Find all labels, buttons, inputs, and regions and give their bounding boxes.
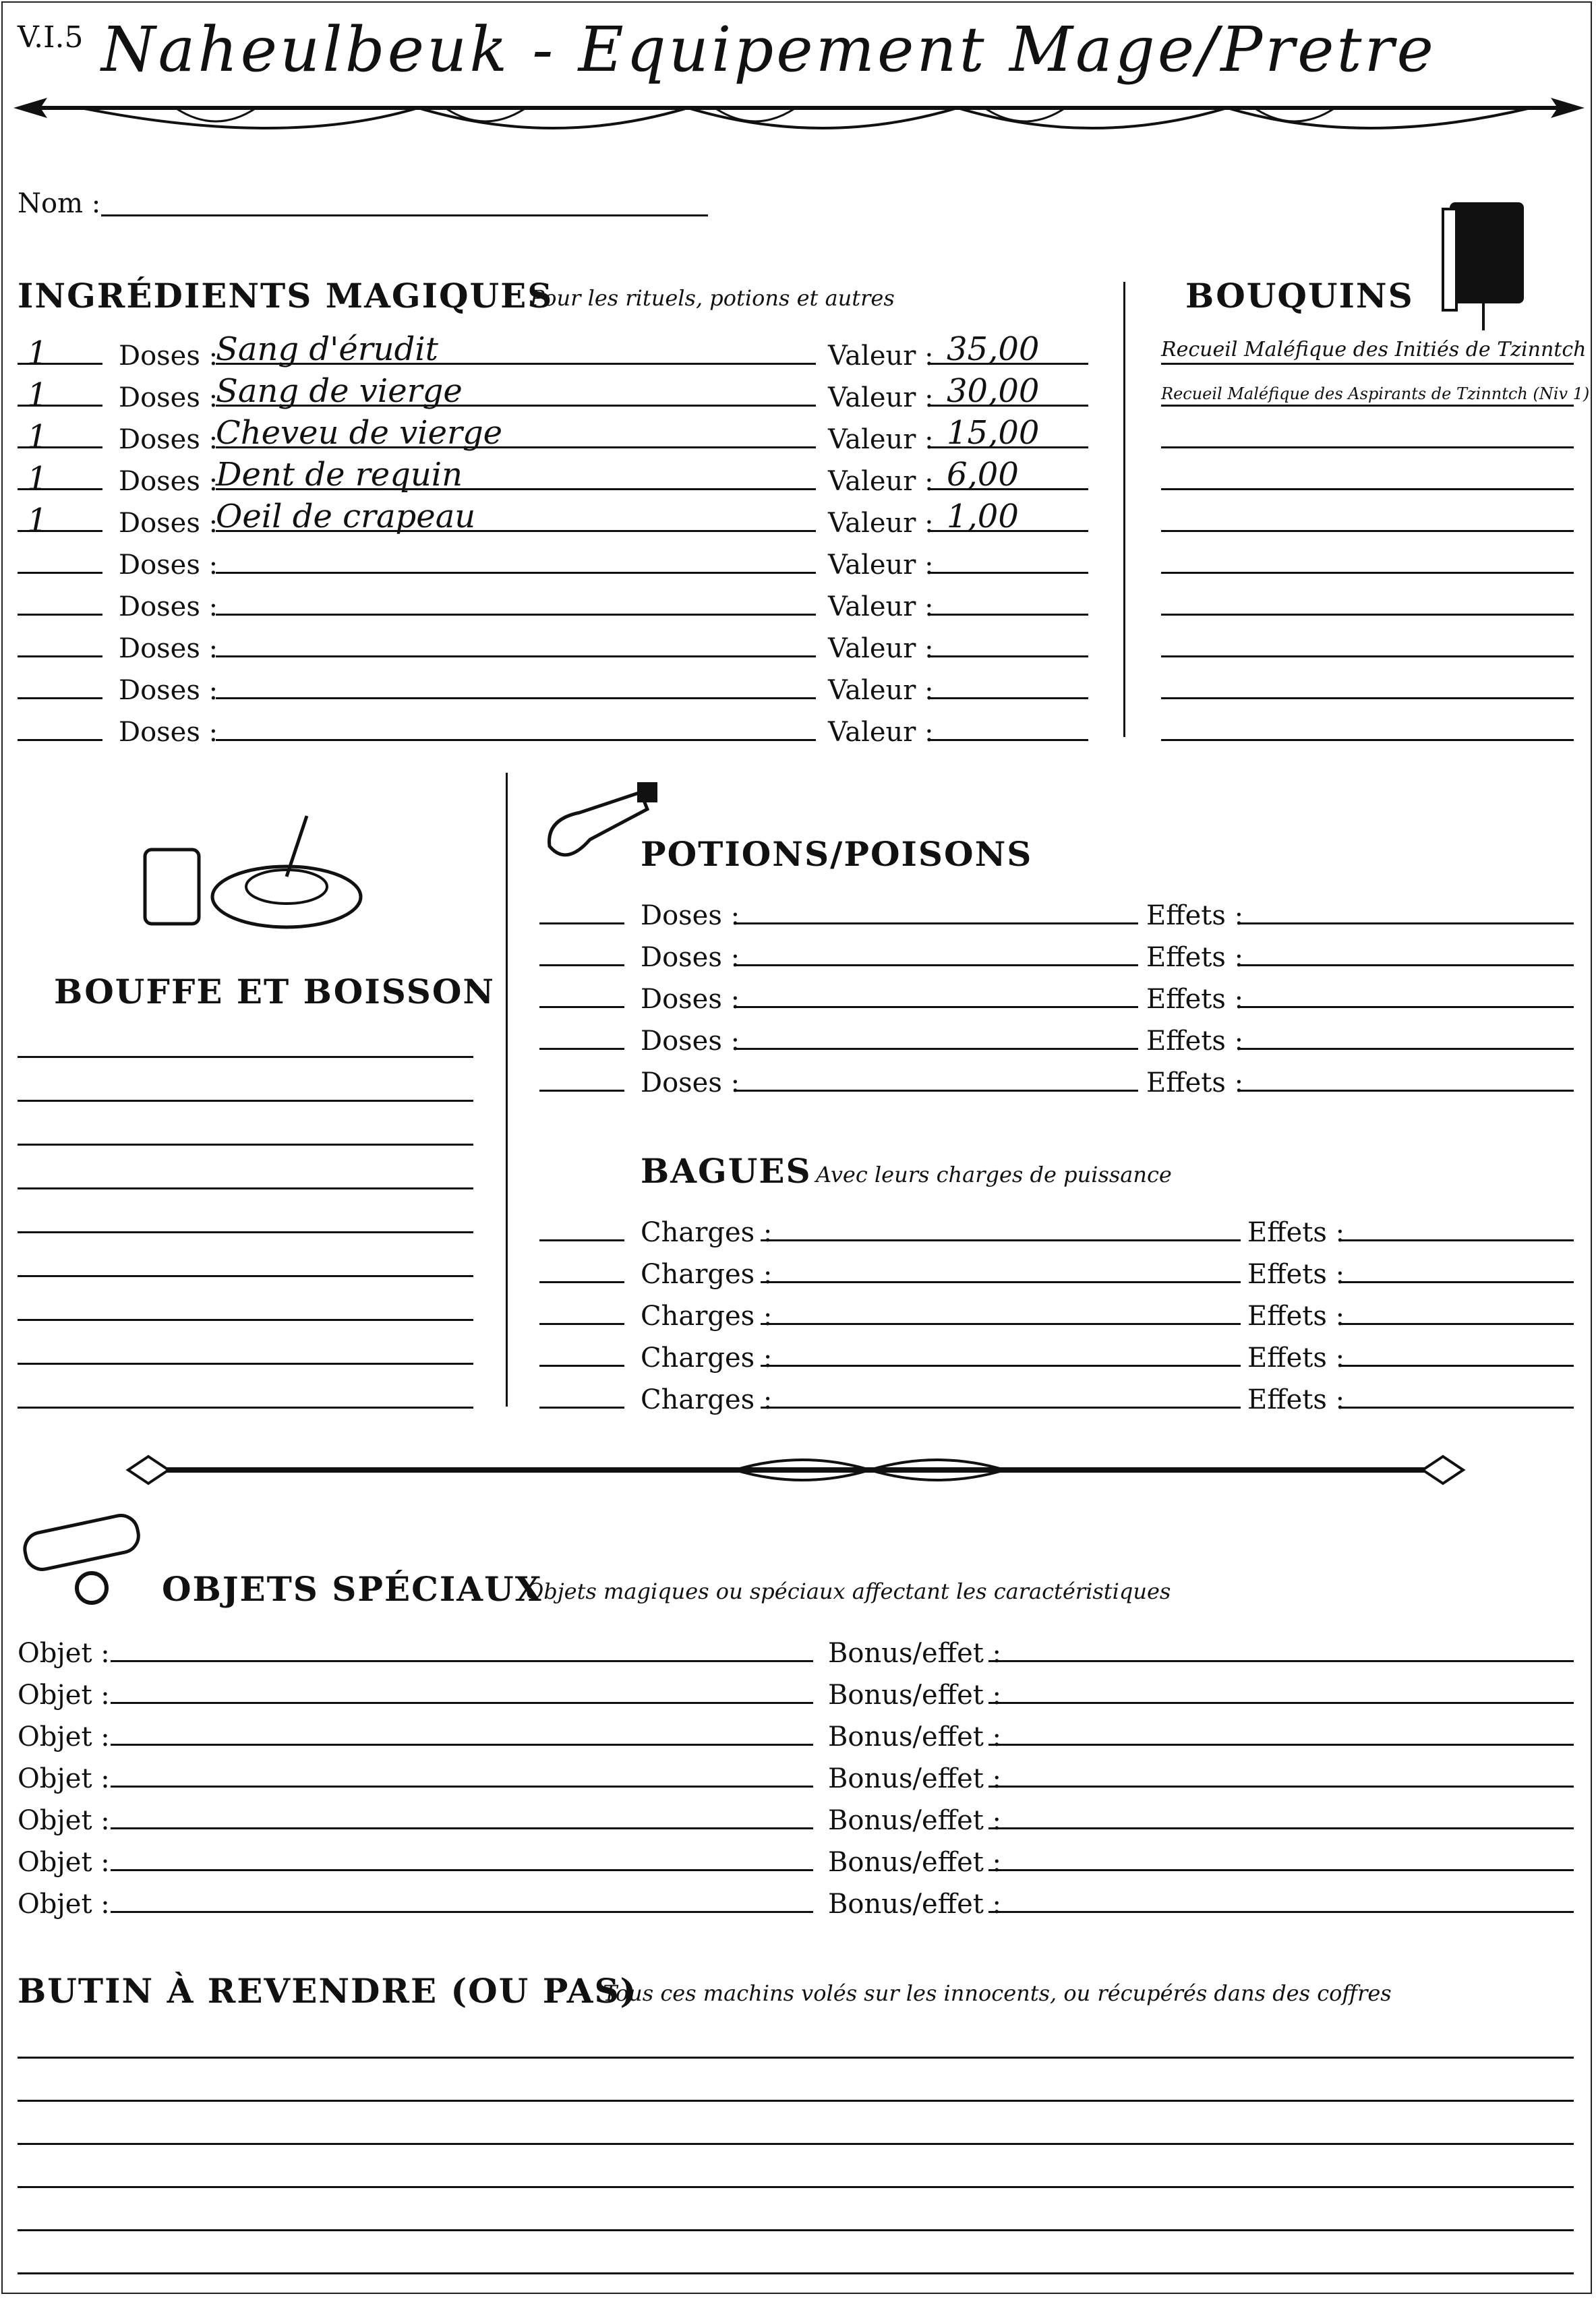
bonus-label: Bonus/effet : xyxy=(828,1805,1002,1836)
book-field[interactable] xyxy=(1161,572,1574,574)
ingredient-doses-label: Doses : xyxy=(119,424,218,455)
potion-name-field[interactable] xyxy=(734,1006,1138,1008)
potion-qty-field[interactable] xyxy=(539,964,624,966)
bonus-field[interactable] xyxy=(988,1702,1574,1704)
potion-qty-field[interactable] xyxy=(539,1006,624,1008)
ring-effects-label: Effets : xyxy=(1247,1301,1345,1332)
food-potions-divider xyxy=(506,773,508,1407)
ring-name-field[interactable] xyxy=(761,1323,1241,1325)
book-field[interactable] xyxy=(1161,405,1574,407)
object-field[interactable] xyxy=(111,1827,813,1829)
ingredient-name-field[interactable] xyxy=(216,697,816,699)
ingredient-name: Oeil de crapeau xyxy=(216,498,476,535)
ring-charges-label: Charges : xyxy=(641,1217,773,1248)
ring-charges-field[interactable] xyxy=(539,1281,624,1283)
ring-effects-field[interactable] xyxy=(1339,1239,1574,1241)
bonus-label: Bonus/effet : xyxy=(828,1680,1002,1711)
ingredient-doses-label: Doses : xyxy=(119,550,218,581)
ingredient-qty-field[interactable] xyxy=(18,739,102,741)
ring-effects-field[interactable] xyxy=(1339,1365,1574,1367)
ingredient-doses-label: Doses : xyxy=(119,341,218,372)
book-title: Recueil Maléfique des Aspirants de Tzinntch (Niv 1) xyxy=(1161,384,1590,403)
ring-effects-label: Effets : xyxy=(1247,1384,1345,1415)
food-line[interactable] xyxy=(18,1187,473,1189)
ring-charges-label: Charges : xyxy=(641,1343,773,1374)
version-label: V.I.5 xyxy=(18,20,84,55)
ingredient-qty: 1 xyxy=(27,502,48,539)
ingredient-value-field[interactable] xyxy=(929,739,1088,741)
ingredient-value: 6,00 xyxy=(947,456,1019,494)
rings-subtitle: Avec leurs charges de puissance xyxy=(816,1162,1172,1187)
food-heading: BOUFFE ET BOISSON xyxy=(54,972,496,1011)
ring-effects-field[interactable] xyxy=(1339,1323,1574,1325)
potion-effects-label: Effets : xyxy=(1146,1026,1244,1057)
potion-doses-label: Doses : xyxy=(641,942,740,973)
scroll-ring-icon xyxy=(18,1510,152,1612)
ring-charges-field[interactable] xyxy=(539,1407,624,1409)
book-field[interactable] xyxy=(1161,530,1574,532)
ingredient-name: Sang d'érudit xyxy=(216,330,438,368)
food-line[interactable] xyxy=(18,1056,473,1058)
ring-name-field[interactable] xyxy=(761,1239,1241,1241)
bonus-label: Bonus/effet : xyxy=(828,1721,1002,1752)
food-line[interactable] xyxy=(18,1100,473,1102)
ingredient-doses-label: Doses : xyxy=(119,633,218,664)
name-label: Nom : xyxy=(18,188,101,219)
bonus-field[interactable] xyxy=(988,1911,1574,1913)
bonus-label: Bonus/effet : xyxy=(828,1889,1002,1920)
ingredient-value: 30,00 xyxy=(947,372,1040,410)
loot-line[interactable] xyxy=(18,2186,1574,2188)
object-label: Objet : xyxy=(18,1680,110,1711)
bonus-label: Bonus/effet : xyxy=(828,1847,1002,1878)
object-label: Objet : xyxy=(18,1763,110,1794)
ingredient-value-label: Valeur : xyxy=(828,633,934,664)
page-title: Naheulbeuk - Equipement Mage/Pretre xyxy=(101,13,1436,86)
loot-line[interactable] xyxy=(18,2229,1574,2231)
ingredient-qty: 1 xyxy=(27,460,48,498)
ingredient-value: 1,00 xyxy=(947,498,1019,535)
bonus-field[interactable] xyxy=(988,1827,1574,1829)
food-line[interactable] xyxy=(18,1319,473,1321)
ingredient-value-label: Valeur : xyxy=(828,382,934,413)
ingredient-value-label: Valeur : xyxy=(828,466,934,497)
object-label: Objet : xyxy=(18,1847,110,1878)
food-line[interactable] xyxy=(18,1144,473,1146)
object-label: Objet : xyxy=(18,1721,110,1752)
potions-heading: POTIONS/POISONS xyxy=(641,834,1033,874)
ingredient-name-field[interactable] xyxy=(216,655,816,657)
bonus-field[interactable] xyxy=(988,1660,1574,1662)
bonus-label: Bonus/effet : xyxy=(828,1763,1002,1794)
ingredient-value-label: Valeur : xyxy=(828,424,934,455)
potion-effects-field[interactable] xyxy=(1238,964,1574,966)
ingredient-value-field[interactable] xyxy=(929,697,1088,699)
potion-qty-field[interactable] xyxy=(539,922,624,924)
ring-charges-label: Charges : xyxy=(641,1384,773,1415)
book-field[interactable] xyxy=(1161,446,1574,448)
ring-effects-label: Effets : xyxy=(1247,1343,1345,1374)
ingredient-doses-label: Doses : xyxy=(119,675,218,706)
object-field[interactable] xyxy=(111,1702,813,1704)
potion-effects-field[interactable] xyxy=(1238,922,1574,924)
potion-name-field[interactable] xyxy=(734,922,1138,924)
ingredient-value-label: Valeur : xyxy=(828,341,934,372)
food-plate-icon xyxy=(138,802,367,937)
book-field[interactable] xyxy=(1161,614,1574,616)
potion-effects-field[interactable] xyxy=(1238,1048,1574,1050)
potion-name-field[interactable] xyxy=(734,1048,1138,1050)
potion-doses-label: Doses : xyxy=(641,1067,740,1098)
ingredient-value-field[interactable] xyxy=(929,614,1088,616)
ingredient-doses-label: Doses : xyxy=(119,508,218,539)
object-field[interactable] xyxy=(111,1869,813,1871)
ring-charges-label: Charges : xyxy=(641,1301,773,1332)
book-field[interactable] xyxy=(1161,697,1574,699)
ingredient-name: Sang de vierge xyxy=(216,372,463,410)
object-label: Objet : xyxy=(18,1889,110,1920)
loot-heading: BUTIN À REVENDRE (OU PAS) xyxy=(18,1971,638,2011)
book-field[interactable] xyxy=(1161,655,1574,657)
ingredient-name-field[interactable] xyxy=(216,739,816,741)
books-heading: BOUQUINS xyxy=(1185,276,1414,316)
bonus-field[interactable] xyxy=(988,1744,1574,1746)
ingredient-value-label: Valeur : xyxy=(828,508,934,539)
loot-subtitle: Tous ces machins volés sur les innocents, ou récupérés dans des coffres xyxy=(603,1980,1392,2006)
staff-ornament xyxy=(128,1450,1463,1490)
rings-heading: BAGUES xyxy=(641,1151,812,1191)
potion-name-field[interactable] xyxy=(734,964,1138,966)
potion-doses-label: Doses : xyxy=(641,900,740,931)
ingredient-qty-field[interactable] xyxy=(18,697,102,699)
ingredient-doses-label: Doses : xyxy=(119,466,218,497)
potion-effects-field[interactable] xyxy=(1238,1090,1574,1092)
book-icon xyxy=(1436,196,1537,330)
ingredient-qty: 1 xyxy=(27,418,48,456)
spear-ornament-top xyxy=(13,81,1585,148)
ingredient-qty-field[interactable] xyxy=(18,572,102,574)
potion-effects-label: Effets : xyxy=(1146,984,1244,1015)
food-line[interactable] xyxy=(18,1275,473,1277)
object-field[interactable] xyxy=(111,1786,813,1788)
ring-charges-label: Charges : xyxy=(641,1259,773,1290)
ingredient-doses-label: Doses : xyxy=(119,591,218,622)
bonus-field[interactable] xyxy=(988,1786,1574,1788)
ring-charges-field[interactable] xyxy=(539,1239,624,1241)
book-field[interactable] xyxy=(1161,363,1574,365)
ingredient-value: 35,00 xyxy=(947,330,1040,368)
ingredient-value-field[interactable] xyxy=(929,572,1088,574)
potion-name-field[interactable] xyxy=(734,1090,1138,1092)
ingredients-subtitle: Pour les rituels, potions et autres xyxy=(530,285,895,311)
potion-effects-label: Effets : xyxy=(1146,1067,1244,1098)
ring-charges-field[interactable] xyxy=(539,1323,624,1325)
potion-effects-label: Effets : xyxy=(1146,900,1244,931)
book-field[interactable] xyxy=(1161,739,1574,741)
object-field[interactable] xyxy=(111,1660,813,1662)
ring-name-field[interactable] xyxy=(761,1281,1241,1283)
ingredient-doses-label: Doses : xyxy=(119,717,218,748)
loot-line[interactable] xyxy=(18,2272,1574,2274)
ring-name-field[interactable] xyxy=(761,1407,1241,1409)
potion-doses-label: Doses : xyxy=(641,1026,740,1057)
ring-name-field[interactable] xyxy=(761,1365,1241,1367)
ingredient-name: Dent de requin xyxy=(216,456,463,494)
potion-effects-field[interactable] xyxy=(1238,1006,1574,1008)
object-label: Objet : xyxy=(18,1638,110,1669)
ingredient-qty: 1 xyxy=(27,334,48,372)
food-line[interactable] xyxy=(18,1407,473,1409)
ingredient-name: Cheveu de vierge xyxy=(216,414,503,452)
object-field[interactable] xyxy=(111,1911,813,1913)
potion-qty-field[interactable] xyxy=(539,1090,624,1092)
name-field[interactable] xyxy=(101,214,708,216)
ingredient-value-label: Valeur : xyxy=(828,591,934,622)
ring-effects-field[interactable] xyxy=(1339,1407,1574,1409)
ingredient-doses-label: Doses : xyxy=(119,382,218,413)
ingredient-qty: 1 xyxy=(27,376,48,414)
ingredient-qty-field[interactable] xyxy=(18,655,102,657)
book-field[interactable] xyxy=(1161,488,1574,490)
loot-line[interactable] xyxy=(18,2143,1574,2145)
bonus-field[interactable] xyxy=(988,1869,1574,1871)
ring-effects-label: Effets : xyxy=(1247,1259,1345,1290)
ingredient-value-label: Valeur : xyxy=(828,717,934,748)
object-label: Objet : xyxy=(18,1805,110,1836)
ring-effects-field[interactable] xyxy=(1339,1281,1574,1283)
ingredient-value-label: Valeur : xyxy=(828,550,934,581)
ingredients-books-divider xyxy=(1123,282,1125,737)
ingredient-value: 15,00 xyxy=(947,414,1040,452)
ingredient-qty-field[interactable] xyxy=(18,614,102,616)
potion-effects-label: Effets : xyxy=(1146,942,1244,973)
ingredient-name-field[interactable] xyxy=(216,572,816,574)
ingredient-value-field[interactable] xyxy=(929,655,1088,657)
potion-qty-field[interactable] xyxy=(539,1048,624,1050)
ring-charges-field[interactable] xyxy=(539,1365,624,1367)
ingredient-name-field[interactable] xyxy=(216,614,816,616)
ingredients-heading: INGRÉDIENTS MAGIQUES xyxy=(18,276,554,316)
bonus-label: Bonus/effet : xyxy=(828,1638,1002,1669)
food-line[interactable] xyxy=(18,1231,473,1233)
book-title: Recueil Maléfique des Initiés de Tzinntch xyxy=(1161,338,1587,361)
ring-effects-label: Effets : xyxy=(1247,1217,1345,1248)
special-heading: OBJETS SPÉCIAUX xyxy=(162,1569,543,1609)
special-subtitle: Objets magiques ou spéciaux affectant les caractéristiques xyxy=(526,1579,1171,1604)
ingredient-value-label: Valeur : xyxy=(828,675,934,706)
object-field[interactable] xyxy=(111,1744,813,1746)
loot-line[interactable] xyxy=(18,2100,1574,2102)
potion-doses-label: Doses : xyxy=(641,984,740,1015)
loot-line[interactable] xyxy=(18,2057,1574,2059)
food-line[interactable] xyxy=(18,1363,473,1365)
